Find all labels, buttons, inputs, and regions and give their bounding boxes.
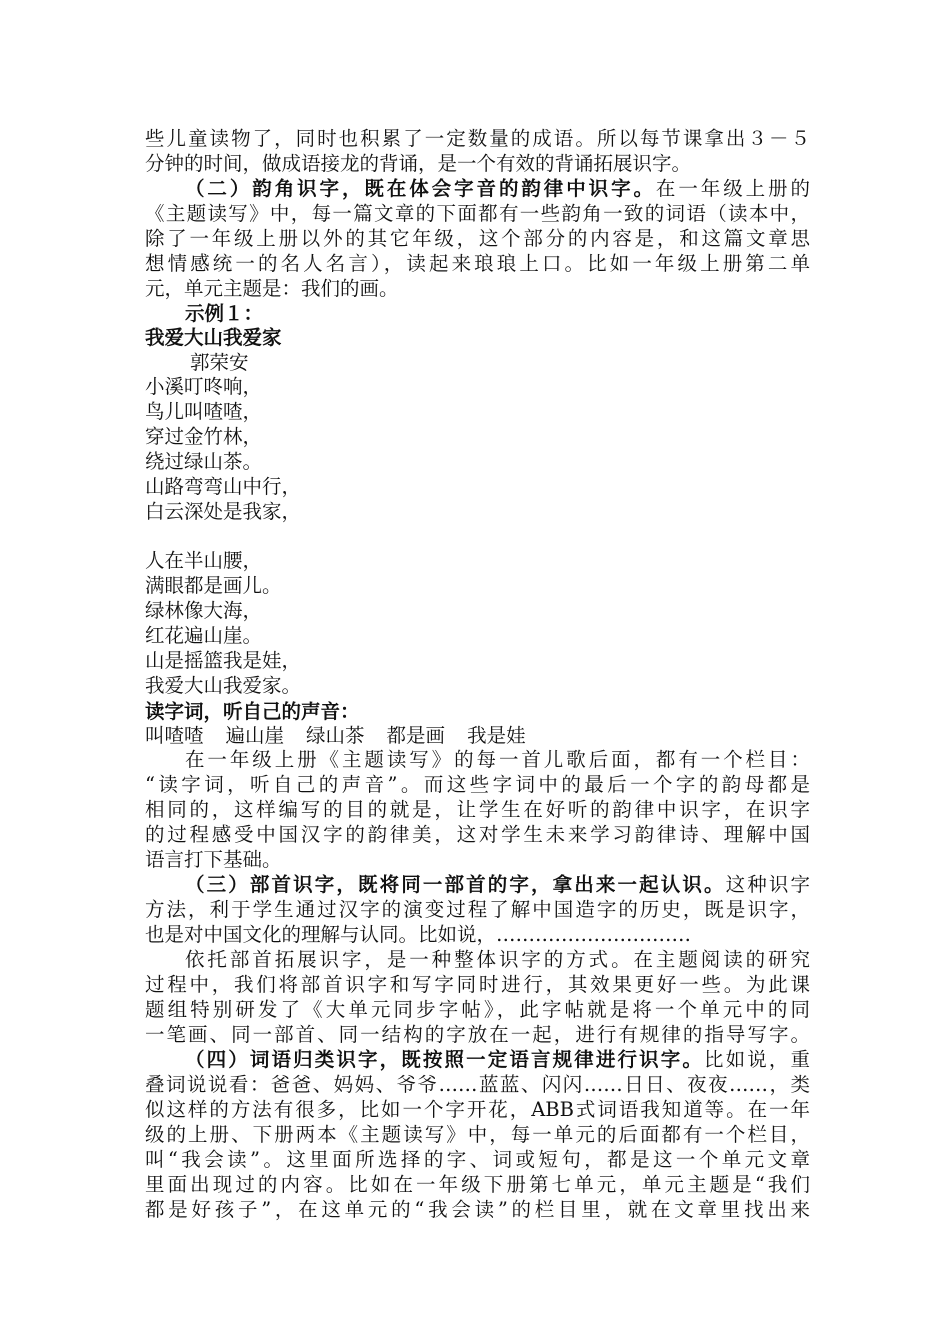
text-span: 在一年级上册的: [655, 177, 810, 200]
text-line: 《主题读写》中，每一篇文章的下面都有一些韵角一致的词语（读本中，: [145, 202, 810, 225]
poem-title: 我爱大山我爱家: [145, 326, 282, 349]
example-label: 示例１：: [185, 302, 264, 325]
text-line: 除了一年级上册以外的其它年级，这个部分的内容是，和这篇文章思: [145, 227, 810, 250]
text-line: 想情感统一的名人名言），读起来琅琅上口。比如一年级上册第二单: [145, 252, 810, 275]
poem-line: 绕过绿山茶。: [145, 450, 263, 473]
poem-line: 山是摇篮我是娃，: [145, 649, 302, 672]
text-line: 叫“我会读”。这里面所选择的字、词或短句，都是这一个单元文章: [145, 1148, 810, 1171]
poem-line: 小溪叮咚响，: [145, 375, 263, 398]
text-line: 些儿童读物了，同时也积累了一定数量的成语。所以每节课拿出３－５: [145, 127, 810, 150]
section-heading-line: [185, 873, 810, 897]
read-word: 都是画: [386, 724, 446, 747]
read-words-list: [145, 724, 810, 748]
section-heading-line: [185, 177, 810, 201]
poem-line: 穿过金竹林，: [145, 425, 263, 448]
poem-line: 白云深处是我家，: [145, 500, 302, 523]
text-line: 级的上册、下册两本《主题读写》中，每一单元的后面都有一个栏目，: [145, 1123, 810, 1146]
section-heading-line: [185, 1048, 810, 1072]
text-line: 一笔画、同一部首、同一结构的字放在一起，进行有规律的指导写字。: [145, 1023, 810, 1046]
poem-line: 山路弯弯山中行，: [145, 475, 302, 498]
poem-author: 郭荣安: [190, 351, 249, 374]
text-line: 元，单元主题是：我们的画。: [145, 277, 399, 300]
text-line: 方法，利于学生通过汉字的演变过程了解中国造字的历史，既是识字，: [145, 898, 810, 921]
poem-line: 人在半山腰，: [145, 549, 263, 572]
text-line: 里面出现过的内容。比如在一年级下册第七单元，单元主题是“我们: [145, 1173, 810, 1196]
read-words-heading: 读字词，听自己的声音：: [145, 700, 360, 723]
text-line: 也是对中国文化的理解与认同。比如说，…………………………: [145, 923, 692, 946]
text-line: 叠词说说看：爸爸、妈妈、爷爷……蓝蓝、闪闪……日日、夜夜……，类: [145, 1073, 810, 1096]
read-word: 叫喳喳: [145, 724, 204, 747]
text-line: 似这样的方法有很多，比如一个字开花，ABB式词语我知道等。在一年: [145, 1098, 810, 1121]
poem-line: 绿林像大海，: [145, 599, 263, 622]
text-line: 题组特别研发了《大单元同步字帖》，此字帖就是将一个单元中的同: [145, 998, 810, 1021]
text-line: 相同的，这样编写的目的就是，让学生在好听的韵律中识字，在识字: [145, 798, 810, 821]
poem-line: 我爱大山我爱家。: [145, 674, 302, 697]
text-line: “读字词，听自己的声音”。而这些字词中的最后一个字的韵母都是: [145, 773, 810, 796]
text-span: 比如说，重: [703, 1048, 810, 1071]
poem-line: 鸟儿叫喳喳，: [145, 400, 263, 423]
section-heading-4: （四）词语归类识字，既按照一定语言规律进行识字。: [185, 1048, 704, 1071]
poem-line: 满眼都是画儿。: [145, 574, 282, 597]
poem-line: 红花遍山崖。: [145, 624, 263, 647]
text-line: 语言打下基础。: [145, 848, 282, 871]
text-line: 依托部首拓展识字，是一种整体识字的方式。在主题阅读的研究: [185, 948, 810, 971]
section-heading-3: （三）部首识字，既将同一部首的字，拿出来一起认识。: [185, 873, 726, 896]
text-line: 都是好孩子”，在这单元的“我会读”的栏目里，就在文章里找出来: [145, 1198, 810, 1221]
text-line: 的过程感受中国汉字的韵律美，这对学生未来学习韵律诗、理解中国: [145, 823, 810, 846]
read-word: 我是娃: [467, 724, 526, 747]
section-heading-2: （二）韵角识字，既在体会字音的韵律中识字。: [185, 177, 656, 200]
read-word: 遍山崖: [225, 724, 285, 747]
text-line: 过程中，我们将部首识字和写字同时进行，其效果更好一些。为此课: [145, 973, 810, 996]
text-span: 这种识字: [725, 873, 810, 896]
read-word: 绿山茶: [306, 724, 365, 747]
text-line: 分钟的时间，做成语接龙的背诵，是一个有效的背诵拓展识字。: [145, 152, 692, 175]
text-line: 在一年级上册《主题读写》的每一首儿歌后面，都有一个栏目：: [185, 748, 810, 771]
